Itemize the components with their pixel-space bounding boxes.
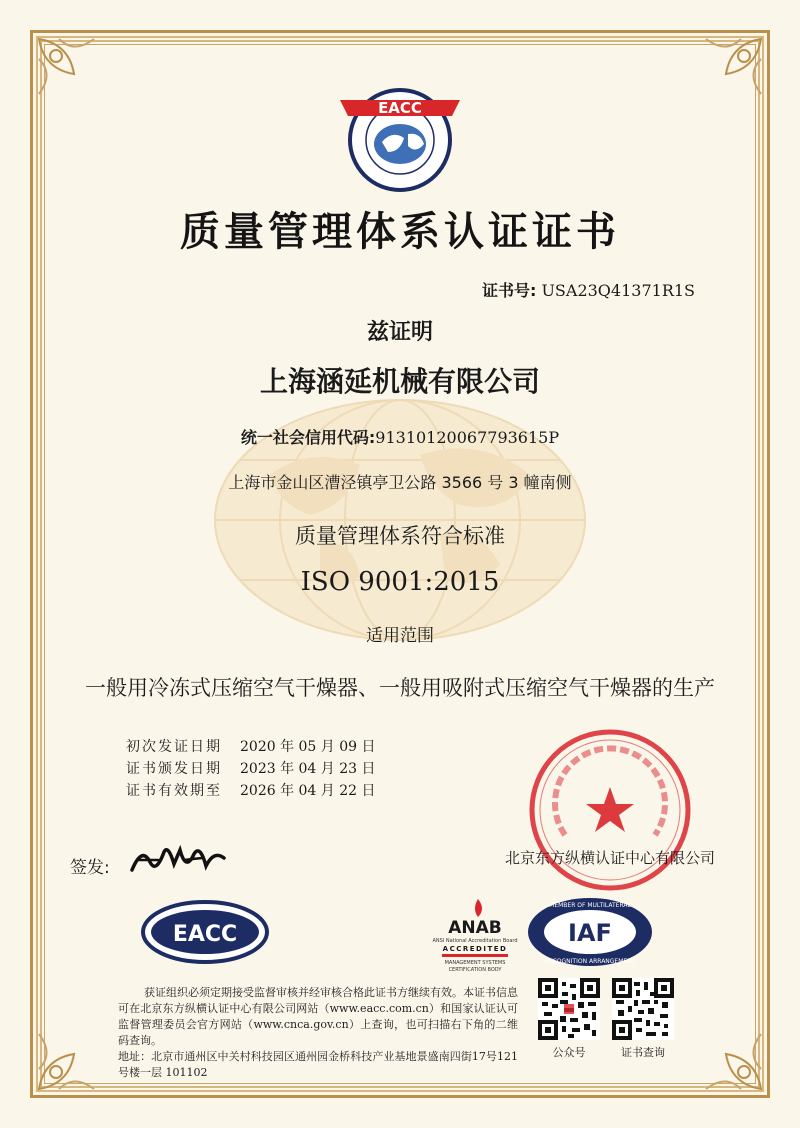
- corner-ornament-bottom-left: [34, 1024, 104, 1094]
- credit-code-value: 91310120067793615P: [375, 428, 560, 447]
- credit-code: [0, 425, 800, 448]
- dates-block: [126, 736, 376, 802]
- date-label: 证书颁发日期: [126, 761, 222, 777]
- certificate-number: [482, 278, 695, 301]
- verification-notice: [118, 985, 518, 1081]
- iaf-top-text: MEMBER OF MULTILATERAL: [549, 902, 631, 909]
- certificate-number-label: 证书号:: [481, 281, 537, 300]
- official-seal: [525, 725, 695, 895]
- certificate-title: 质量管理体系认证证书: [180, 209, 620, 255]
- iaf-name: IAF: [568, 919, 612, 947]
- standard-code: ISO 9001:2015: [300, 567, 500, 597]
- issuer-name: 北京东方纵横认证中心有限公司: [505, 849, 716, 867]
- handwritten-signature: [128, 840, 228, 880]
- scope-label: 适用范围: [366, 626, 434, 646]
- credit-code-label: 统一社会信用代码:: [240, 428, 376, 447]
- eacc-header-badge-text: EACC: [378, 99, 422, 117]
- eacc-logo-text: EACC: [172, 922, 238, 947]
- wechat-qr-code[interactable]: [538, 978, 600, 1040]
- anab-accredited: ACCREDITED: [442, 945, 508, 953]
- iaf-mla-mark: [525, 895, 655, 970]
- attestation-heading: 兹证明: [366, 320, 433, 345]
- date-row: [126, 758, 376, 780]
- signature-label: 签发:: [70, 858, 110, 878]
- anab-systems: MANAGEMENT SYSTEMS: [444, 960, 506, 966]
- corner-ornament-bottom-right: [696, 1024, 766, 1094]
- certificate-lookup-qr-code[interactable]: [612, 978, 674, 1040]
- notice-text: 获证组织必须定期接受监督审核并经审核合格此证书方继续有效。本证书信息可在北京东方纵横认证中心有限公司网站（www.eacc.com.cn）和国家认证认可监督管理委员会官方网站（www.cnca.gov.cn）上查询，也可扫描右下角的二维码查询。: [118, 986, 518, 1047]
- corner-ornament-top-left: [34, 34, 104, 104]
- date-label: 初次发证日期: [126, 739, 222, 755]
- date-row: [126, 780, 376, 802]
- standard-intro: 质量管理体系符合标准: [295, 524, 505, 548]
- notice-address: 地址：北京市通州区中关村科技园区通州园金桥科技产业基地景盛南四街17号121号楼一层 101102: [118, 1050, 518, 1079]
- anab-board: ANSI National Accreditation Board: [432, 938, 518, 944]
- anab-name: ANAB: [448, 918, 502, 938]
- qr-label-wechat: 公众号: [552, 1046, 586, 1059]
- date-value: 2023 年 04 月 23 日: [240, 761, 376, 777]
- date-label: 证书有效期至: [126, 783, 222, 799]
- company-name: 上海涵延机械有限公司: [259, 365, 540, 398]
- eacc-accreditation-logo: [140, 900, 270, 964]
- scope-text: 一般用冷冻式压缩空气干燥器、一般用吸附式压缩空气干燥器的生产: [85, 676, 715, 700]
- anab-body: CERTIFICATION BODY: [448, 967, 502, 973]
- qr-label-lookup: 证书查询: [621, 1046, 665, 1059]
- company-address: 上海市金山区漕泾镇亭卫公路 3566 号 3 幢南侧: [228, 473, 572, 492]
- eacc-header-logo: [320, 72, 480, 197]
- anab-accreditation-mark: [420, 895, 530, 975]
- iaf-bottom-text: RECOGNITION ARRANGEMENT: [544, 958, 636, 965]
- date-value: 2026 年 04 月 22 日: [240, 783, 376, 799]
- date-value: 2020 年 05 月 09 日: [240, 739, 376, 755]
- date-row: [126, 736, 376, 758]
- corner-ornament-top-right: [696, 34, 766, 104]
- certificate-number-value: USA23Q41371R1S: [541, 281, 695, 300]
